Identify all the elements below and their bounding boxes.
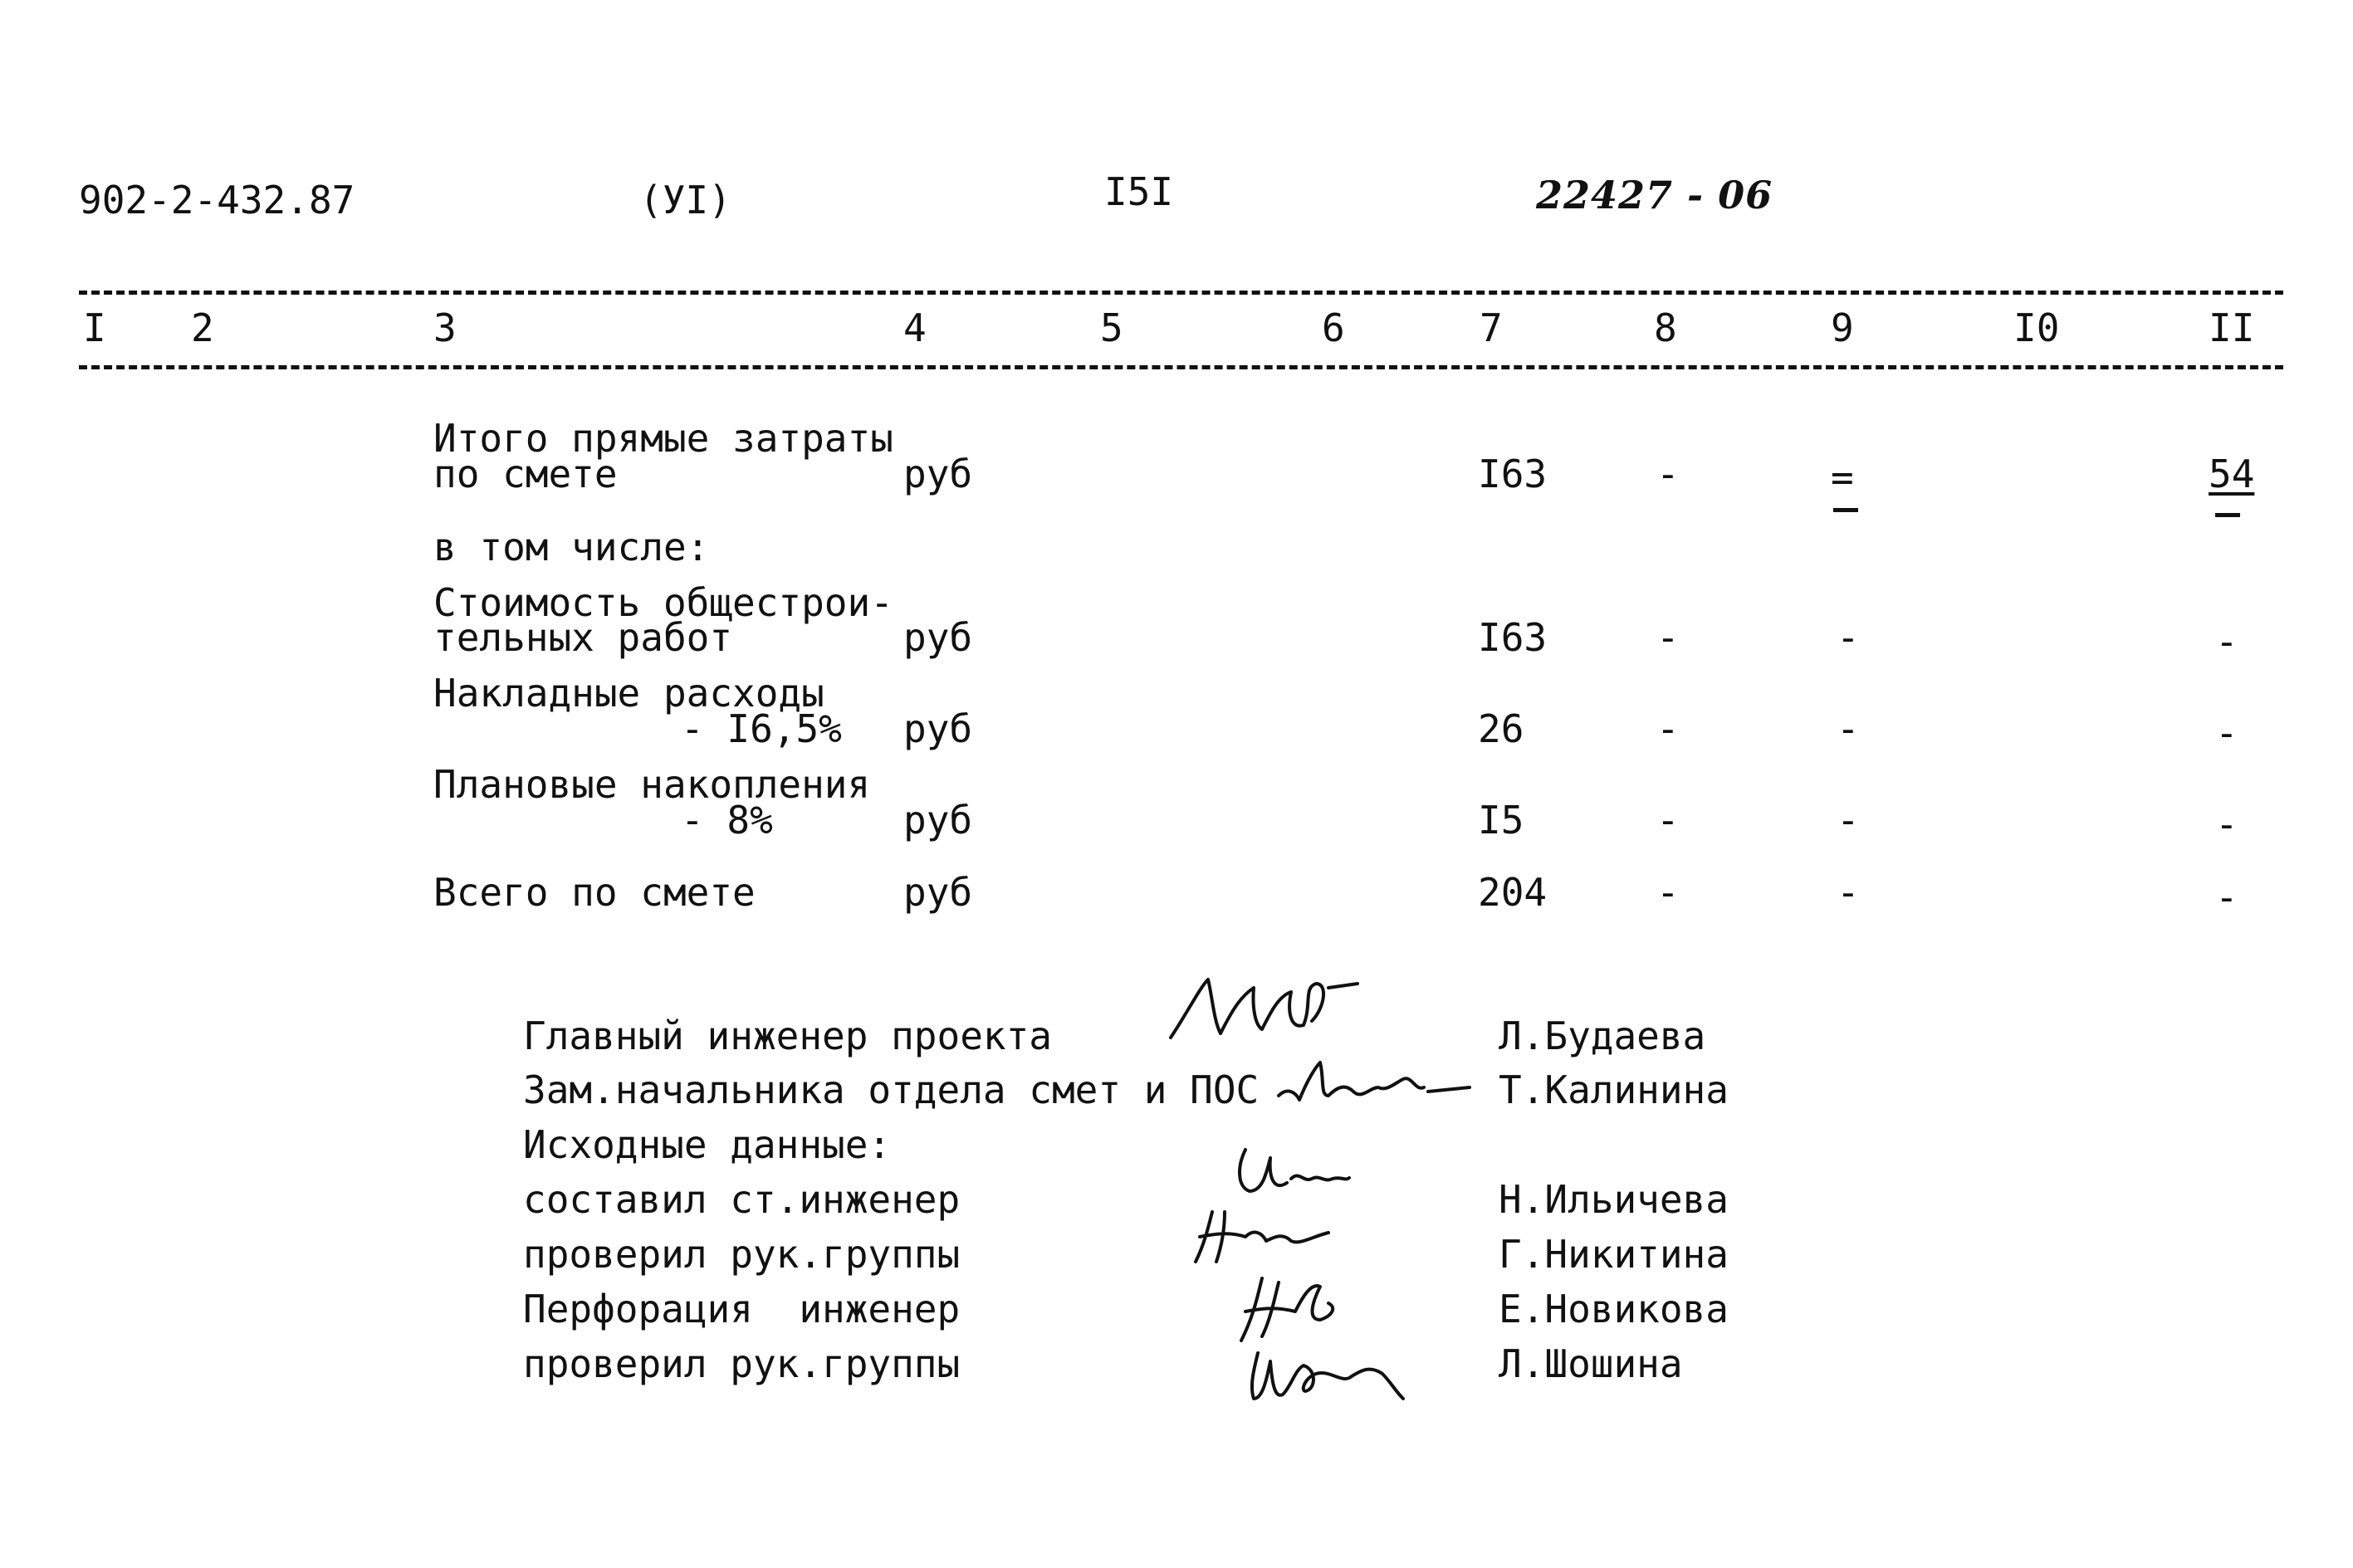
column-header-11: II [2209, 305, 2255, 350]
col11-underline-mark [2215, 513, 2240, 517]
row-col9-value: - [1837, 870, 1860, 915]
signature-person: Н.Ильичева [1499, 1177, 1729, 1222]
row-label: Итого прямые затраты [433, 416, 893, 461]
signature-role: Перфорация инженер [523, 1287, 961, 1331]
handwritten-signature [1270, 1054, 1478, 1112]
column-header-8: 8 [1654, 305, 1677, 350]
row-label-cont: - I6,5% [681, 706, 842, 751]
row-label: Стоимость общестрои- [433, 580, 893, 625]
stamp-number: 22427 - 06 [1536, 173, 1773, 217]
row-col11-value: - [2215, 802, 2238, 847]
signature-person: Л.Будаева [1499, 1014, 1706, 1058]
signature-person: Е.Новикова [1499, 1287, 1729, 1331]
page-number: I5I [1104, 169, 1174, 214]
row-label: Накладные расходы [433, 671, 824, 716]
row-col7-value: I63 [1478, 615, 1548, 660]
row-col7-value: I5 [1478, 798, 1524, 843]
row-col7-value: 26 [1478, 706, 1524, 751]
row-label-total: Всего по смете [433, 870, 756, 915]
section-number: (УI) [639, 178, 731, 222]
column-header-9: 9 [1831, 305, 1854, 350]
column-header-7: 7 [1480, 305, 1503, 350]
row-unit: руб [903, 706, 973, 751]
table-header-rule [79, 365, 2283, 369]
row-unit: руб [903, 798, 973, 843]
row-col7-value: I63 [1478, 452, 1548, 496]
handwritten-signature [1237, 1336, 1420, 1411]
row-unit: руб [903, 452, 973, 496]
signature-person: Т.Калинина [1499, 1067, 1729, 1112]
column-header-1: I [83, 305, 106, 350]
row-label-cont: по смете [433, 452, 618, 496]
row-label-cont: - 8% [681, 798, 773, 843]
handwritten-signature [1229, 1141, 1353, 1208]
table-top-rule [79, 291, 2283, 295]
handwritten-signature [1162, 963, 1411, 1054]
column-header-5: 5 [1100, 305, 1123, 350]
row-col8-value: - [1656, 452, 1680, 496]
column-header-10: I0 [2013, 305, 2060, 350]
row-col9-value: - [1837, 798, 1860, 843]
row-col9-value: = [1831, 455, 1854, 500]
row-col11-value: - [2215, 619, 2238, 664]
signature-role: Главный инженер проекта [523, 1014, 1052, 1058]
column-header-3: 3 [433, 305, 457, 350]
row-subheading: в том числе: [433, 525, 710, 569]
row-col11-value: - [2215, 711, 2238, 755]
handwritten-signature [1187, 1204, 1353, 1270]
row-col7-value: 204 [1478, 870, 1548, 915]
row-label: Плановые накопления [433, 762, 871, 807]
document-code: 902-2-432.87 [79, 178, 355, 222]
signature-role: составил ст.инженер [523, 1177, 961, 1222]
column-header-6: 6 [1322, 305, 1345, 350]
signature-section-label: Исходные данные: [523, 1122, 892, 1167]
column-header-2: 2 [191, 305, 214, 350]
col9-underline-mark [1833, 508, 1858, 512]
row-label-cont: тельных работ [433, 615, 733, 660]
row-unit: руб [903, 870, 973, 915]
row-col11-value: - [2215, 875, 2238, 920]
row-col8-value: - [1656, 798, 1680, 843]
signature-person: Г.Никитина [1499, 1232, 1729, 1277]
row-col11-value: 54 [2209, 452, 2255, 496]
column-header-4: 4 [903, 305, 927, 350]
signature-role: Зам.начальника отдела смет и ПОС [523, 1067, 1260, 1112]
row-col8-value: - [1656, 706, 1680, 751]
row-col8-value: - [1656, 615, 1680, 660]
row-col9-value: - [1837, 706, 1860, 751]
row-unit: руб [903, 615, 973, 660]
signature-person: Л.Шошина [1499, 1341, 1683, 1386]
row-col8-value: - [1656, 870, 1680, 915]
row-col9-value: - [1837, 615, 1860, 660]
signature-role: проверил рук.группы [523, 1232, 961, 1277]
signature-role: проверил рук.группы [523, 1341, 961, 1386]
